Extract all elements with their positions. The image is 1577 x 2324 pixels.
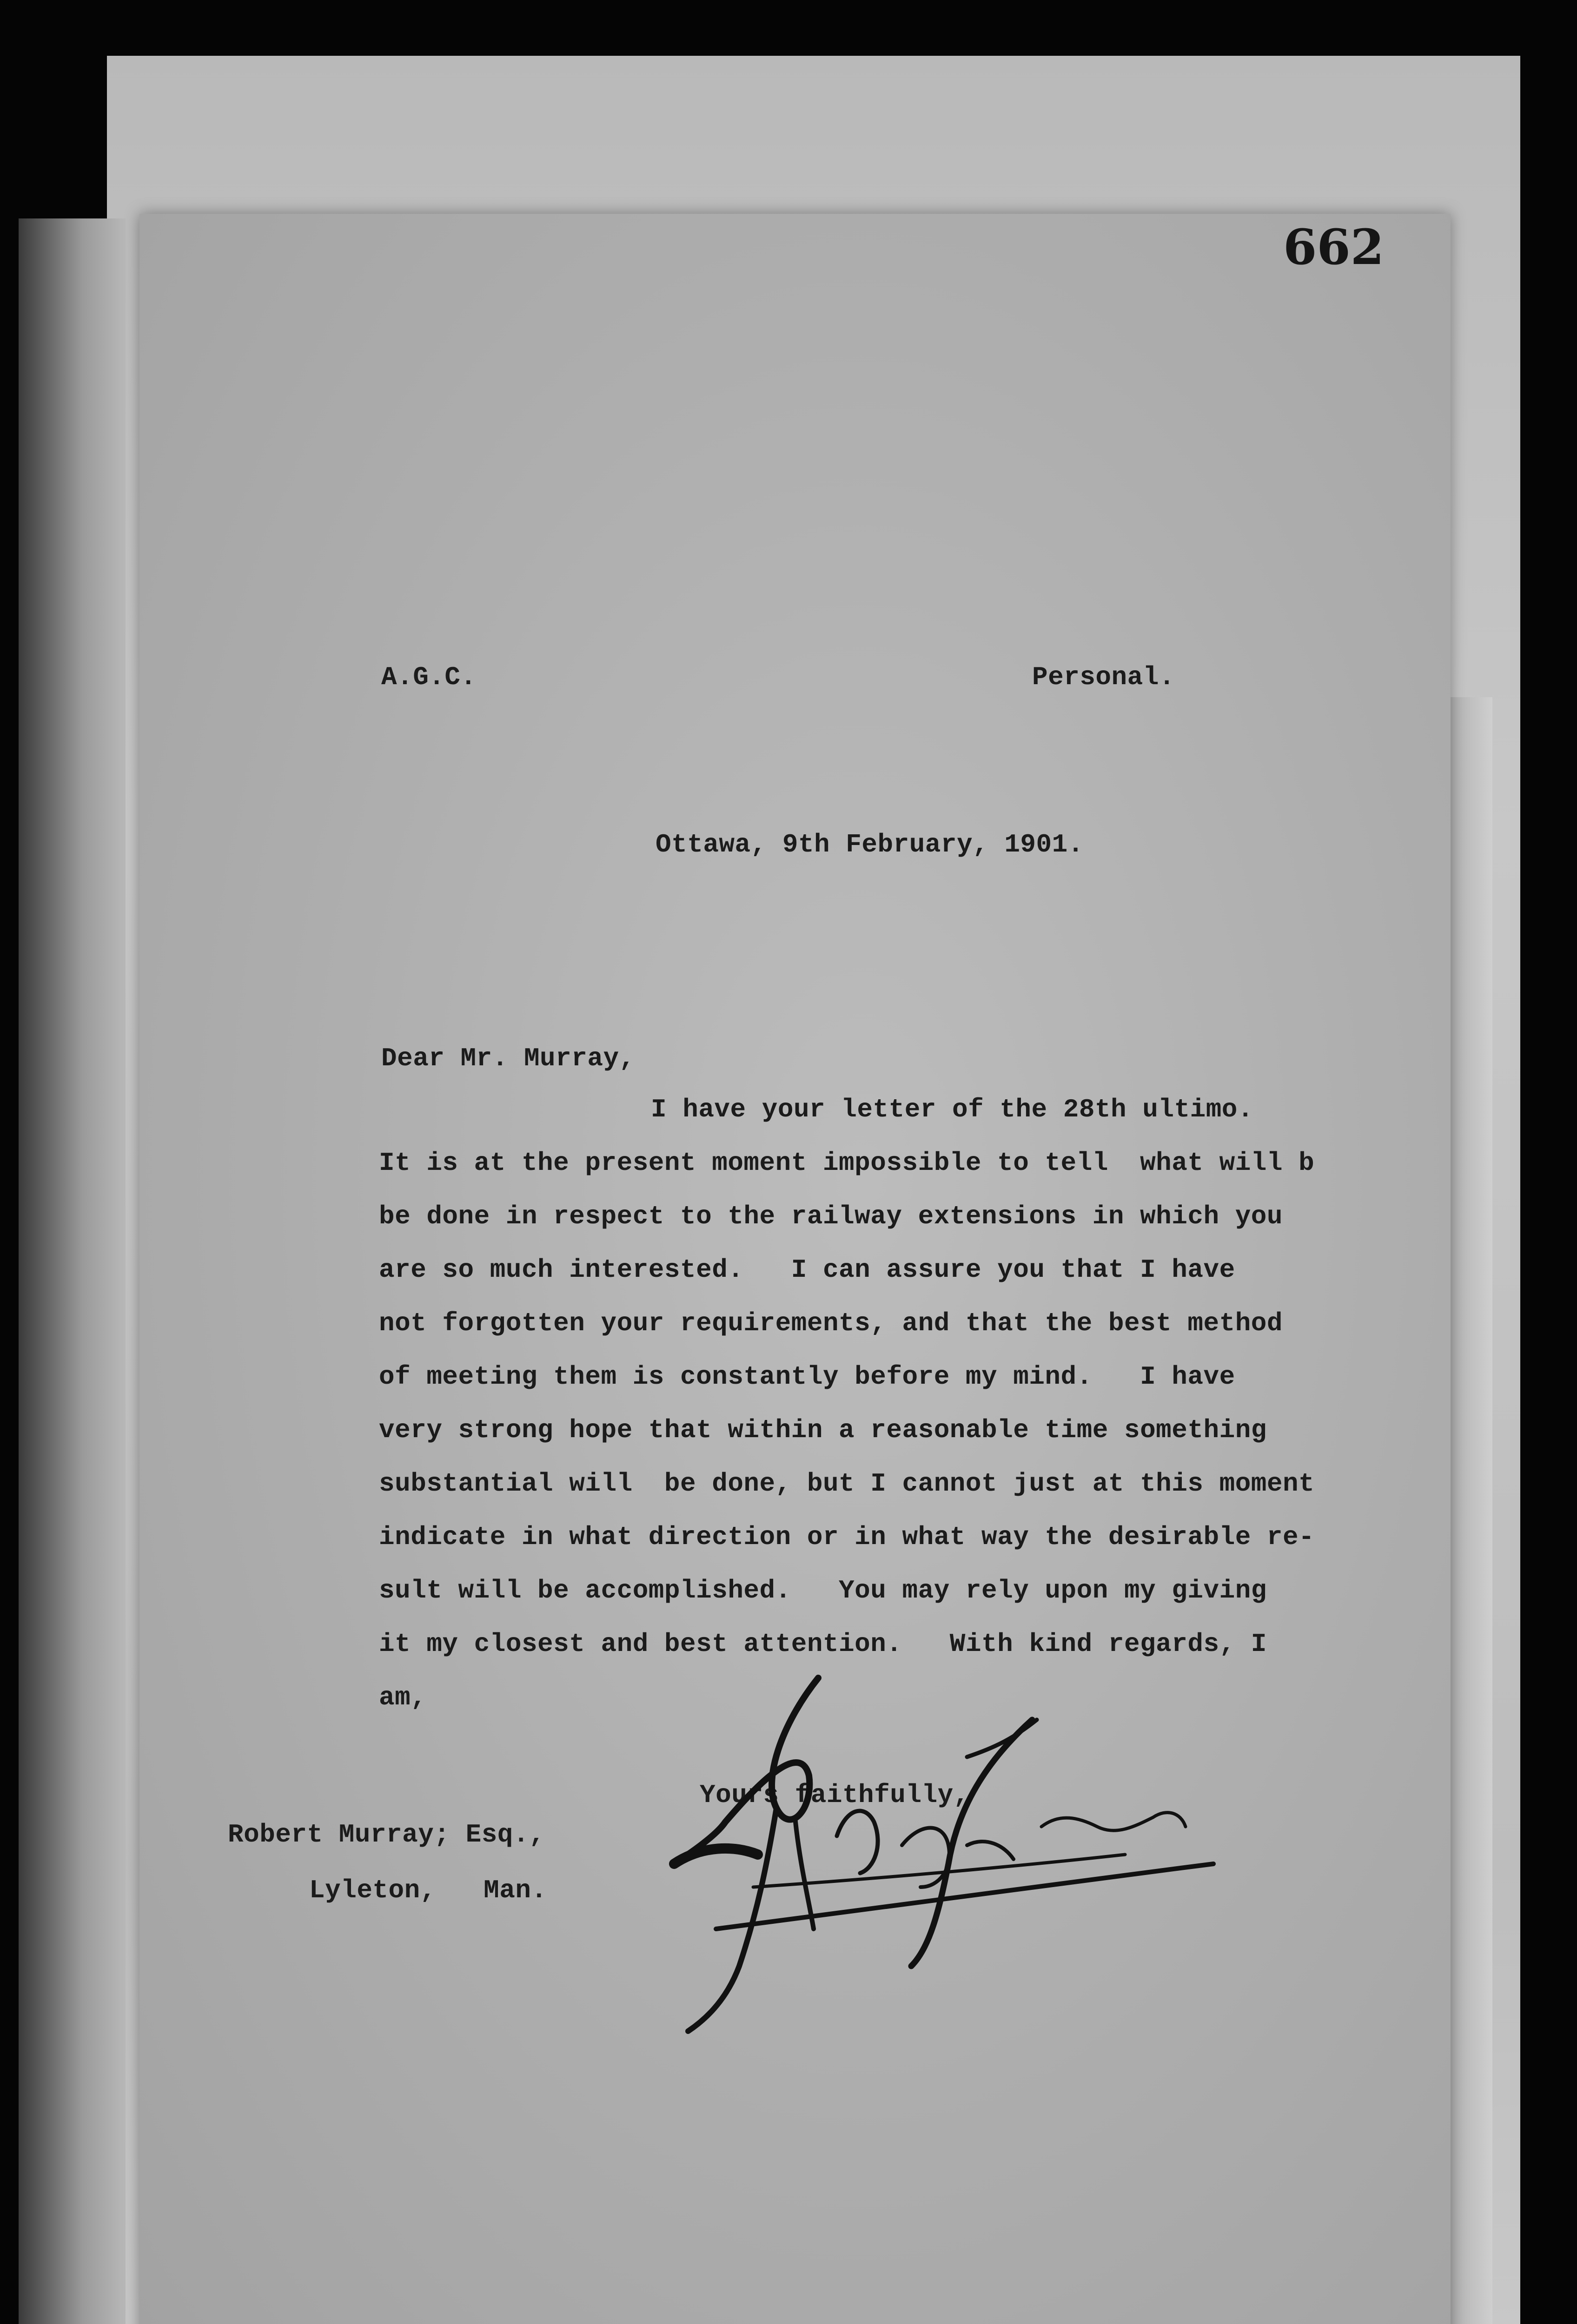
signature-image	[660, 1669, 1348, 2036]
film-edge-left	[19, 218, 126, 2324]
body-line: am,	[379, 1683, 427, 1712]
body-line: substantial will be done, but I cannot just at this moment	[379, 1469, 1315, 1499]
addressee-name: Robert Murray; Esq.,	[228, 1820, 545, 1849]
page-number: 662	[1283, 218, 1385, 276]
body-line: It is at the present moment impossible to tell what will b	[379, 1148, 1315, 1178]
body-line: indicate in what direction or in what way the desirable re-	[379, 1522, 1315, 1552]
body-line: not forgotten your requirements, and that the best method	[379, 1308, 1283, 1338]
body-line: are so much interested. I can assure you that I have	[379, 1255, 1235, 1285]
body-line: be done in respect to the railway extensions in which you	[379, 1202, 1283, 1231]
closing: Yours faithfully,	[700, 1780, 969, 1810]
body-line: sult will be accomplished. You may rely upon my giving	[379, 1576, 1267, 1605]
personal-marking: Personal.	[1032, 662, 1175, 692]
body-line: it my closest and best attention. With kind regards, I	[379, 1629, 1267, 1659]
addressee-place: Lyleton, Man.	[309, 1875, 547, 1905]
salutation: Dear Mr. Murray,	[381, 1043, 635, 1073]
reference-code: A.G.C.	[381, 662, 477, 692]
body-line: of meeting them is constantly before my mind. I have	[379, 1362, 1235, 1392]
dateline: Ottawa, 9th February, 1901.	[656, 830, 1084, 859]
body-line: I have your letter of the 28th ultimo.	[651, 1095, 1254, 1124]
body-line: very strong hope that within a reasonable time something	[379, 1415, 1267, 1445]
